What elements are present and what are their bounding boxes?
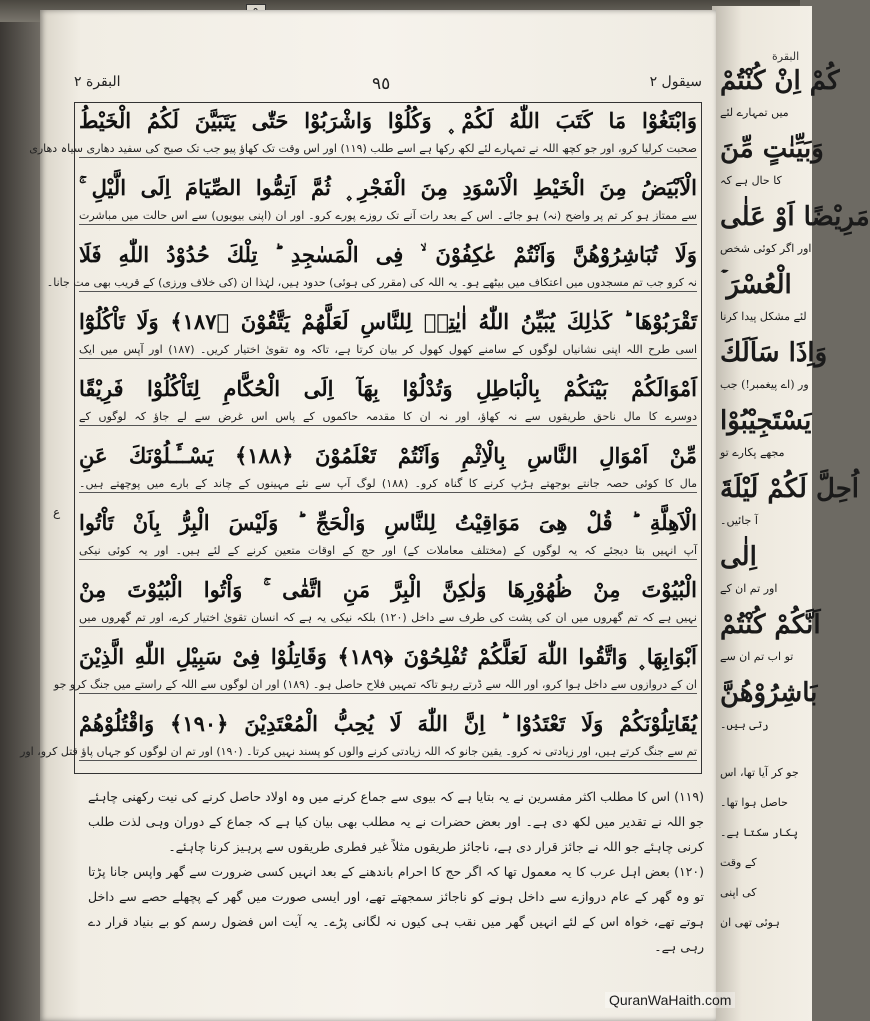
quran-page — [20, 10, 732, 1021]
right-page-arabic-line: الْعُسْرَ ۡ — [720, 270, 792, 300]
right-page-urdu-line: اور اگر کوئی شخص — [720, 242, 812, 255]
right-page-urdu-line: ور (اے پیغمبر!) جب — [720, 378, 809, 391]
verse-translation-line: نہیں ہے کہ تم گھروں میں ان کی پشت کی طرف سے داخل (۱۲۰) بلکہ نیکی یہ ہے کہ انسان تقویٰ اختیار کرے، اور تم گھروں میں — [79, 610, 697, 627]
verse-translation-line: نہ کرو جب تم مسجدوں میں اعتکاف میں بیٹھے ہو۔ یہ اللہ کی (مقرر کی ہوئی) حدود ہیں، لہٰذا ان (کی خلاف ورزی) کے قریب بھی مت جانا۔ — [79, 275, 697, 292]
right-page-urdu-line: تو اب تم ان سے — [720, 650, 794, 663]
right-page-urdu-line: کی اپنی — [720, 886, 757, 899]
verse-arabic-line: اَبْوَابِهَا ۪ وَاتَّقُوا اللّٰهَ لَعَلَّكُمْ تُفْلِحُوْنَ ﴿۱۸۹﴾ وَقَاتِلُوْا فِىْ سَبِيْلِ اللّٰهِ الَّذِيْنَ — [79, 644, 697, 669]
verse-translation-line: دوسرے کا مال ناحق طریقوں سے نہ کھاؤ، اور نہ ان کا مقدمہ حاکموں کے پاس اس غرض سے لے جاؤ کہ لوگوں کے — [79, 409, 697, 426]
right-page-urdu-line: جو کر آیا تھا، اس — [720, 766, 799, 779]
right-neighbour-page — [712, 6, 870, 1021]
ruku-marker: ع — [53, 505, 61, 519]
footnotes — [88, 784, 704, 959]
verse-arabic-line: وَلَا تُبَاشِرُوْهُنَّ وَاَنْتُمْ عٰكِفُوْنَ ۙ فِى الْمَسٰجِدِ ؕ تِلْكَ حُدُوْدُ اللّٰهِ فَلَا — [79, 242, 697, 267]
verse-translation-line: ان کے دروازوں سے داخل ہوا کرو، اور اللہ سے ڈرتے رہو تاکہ تمہیں فلاح حاصل ہو۔ (۱۸۹) اور ان لوگوں سے اللہ کے راستے میں جنگ کرو جو — [79, 677, 697, 694]
page-number: ٩٥ — [372, 74, 391, 94]
right-page-urdu-line: مجھے پکارے تو — [720, 446, 785, 459]
verse-translation-line: مال کا کوئی حصہ جانتے بوجھتے ہڑپ کرنے کا گناہ کرو۔ (۱۸۸) لوگ آپ سے نئے مہینوں کے چاند کے بارے میں پوچھتے ہیں۔ — [79, 476, 697, 493]
verse-arabic-line: الْاَهِلَّةِ ؕ قُلْ هِىَ مَوَاقِيْتُ لِلنَّاسِ وَالْحَجِّ ؕ وَلَيْسَ الْبِرُّ بِاَنْ تَاْتُوا — [79, 510, 697, 535]
verse-translation-line: اسی طرح اللہ اپنی نشانیاں لوگوں کے سامنے کھول کھول کر بیان کرتا ہے، تاکہ وہ تقویٰ اختیار کریں۔ (۱۸۷) اور آپس میں ایک — [79, 342, 697, 359]
verse-arabic-line: الْاَبْيَضُ مِنَ الْخَيْطِ الْاَسْوَدِ مِنَ الْفَجْرِ ۪ ثُمَّ اَتِمُّوا الصِّيَامَ اِلَى الَّيْلِ ۚ — [79, 175, 697, 200]
right-page-urdu-line: پکار سکتا ہے۔ — [720, 826, 798, 839]
verse-arabic-line: وَابْتَغُوْا مَا كَتَبَ اللّٰهُ لَكُمْ ۪ وَكُلُوْا وَاشْرَبُوْا حَتّٰى يَتَبَيَّنَ لَكُمُ الْخَيْطُ — [79, 108, 697, 133]
right-page-arabic-line: اِلٰى — [720, 542, 757, 572]
page-header — [74, 74, 702, 96]
footnote-120: (۱۲۰) بعض اہل عرب کا یہ معمول تھا کہ اگر حج کا احرام باندھنے کے بعد انہیں کسی ضرورت سے گھر واپس جانا پڑتا تو وہ گھر کے عام دروازے سے داخل ہونے کو ناجائز سمجھتے تھے، اور ایسی صورت میں گھر کے پچھلے حصے سے داخل ہوتے تھے، خواہ اس کے لئے انہیں گھر میں نقب ہی کیوں نہ لگانی پڑے۔ یہ آیت اس فضول رسم کو بے بنیاد قرار دے رہی ہے۔ — [88, 864, 704, 954]
right-page-arabic-line: اَنَّكُمْ كُنْتُمْ — [720, 610, 821, 640]
verse-translation-line: آپ انہیں بتا دیجئے کہ یہ لوگوں کے (مختلف معاملات کے) اور حج کے اوقات متعین کرنے کے لئے ہیں۔ اور یہ کوئی نیکی — [79, 543, 697, 560]
footnote-119: (۱۱۹) اس کا مطلب اکثر مفسرین نے یہ بتایا ہے کہ بیوی سے جماع کرنے میں وہ اولاد حاصل کرنے کی نیت رکھنی چاہئے جو اللہ نے تقدیر میں لکھ دی ہے۔ اور بعض حضرات نے یہ مطلب بھی بیان کیا ہے کہ جماع کے دوران وہی لذت طلب کرنی چاہئے جو اللہ نے جائز قرار دی ہے، ناجائز طریقوں مثلاً غیر فطری طریقوں سے پرہیز کرنا چاہئے۔ — [88, 789, 704, 854]
verse-arabic-line: تَقْرَبُوْهَا ؕ كَذٰلِكَ يُبَيِّنُ اللّٰهُ اٰيٰتِهٖ لِلنَّاسِ لَعَلَّهُمْ يَتَّقُوْنَ ﴿۱۸۷﴾ وَلَا تَاْكُلُوْٓا — [79, 309, 697, 334]
right-page-arabic-line: يَسْتَجِيْبُوْا — [720, 406, 812, 436]
verse-arabic-line: مِّنْ اَمْوَالِ النَّاسِ بِالْاِثْمِ وَاَنْتُمْ تَعْلَمُوْنَ ﴿۱۸۸﴾ يَسْــَٔـلُوْنَكَ عَنِ — [79, 443, 698, 468]
right-page-arabic-line: وَاِذَا سَاَلَكَ — [720, 338, 828, 368]
right-page-urdu-line: لئے مشکل پیدا کرنا — [720, 310, 807, 323]
verse-translation-line: تم سے جنگ کرتے ہیں، اور زیادتی نہ کرو۔ یقین جانو کہ اللہ زیادتی کرنے والوں کو پسند نہیں کرتا۔ (۱۹۰) اور تم ان لوگوں کو جہاں پاؤ قتل کرو، اور — [79, 744, 697, 761]
right-page-arabic-line: اُحِلَّ لَكُمْ لَيْلَةَ — [720, 474, 859, 504]
right-page-title: البقرة — [772, 50, 800, 63]
right-page-urdu-line: رتی ہیں۔ — [720, 718, 769, 731]
right-page-arabic-line: بَاشِرُوْهُنَّ — [720, 678, 818, 708]
verse-arabic-line: اَمْوَالَكُمْ بَيْنَكُمْ بِالْبَاطِلِ وَتُدْلُوْا بِهَآ اِلَى الْحُكَّامِ لِتَاْكُلُوْا فَرِيْقًا — [79, 376, 697, 401]
watermark: QuranWaHaith.com — [605, 992, 735, 1008]
verse-arabic-line: الْبُيُوْتَ مِنْ ظُهُوْرِهَا وَلٰكِنَّ الْبِرَّ مَنِ اتَّقٰى ۚ وَاْتُوا الْبُيُوْتَ مِنْ — [79, 577, 697, 602]
right-page-urdu-line: کا حال ہے کہ — [720, 174, 782, 187]
verse-text-box — [20, 102, 702, 774]
surah-name: البقرة ٢ — [74, 74, 121, 90]
para-name: سیقول ٢ — [649, 74, 702, 90]
right-page-arabic-line: مَرِيْضًا اَوْ عَلٰى — [720, 202, 870, 232]
verse-translation-line: سے ممتاز ہو کر تم پر واضح (نہ) ہو جائے۔ اس کے بعد رات آنے تک روزے پورے کرو۔ اور ان (اپنی بیویوں) سے اس حالت میں مباشرت — [79, 208, 697, 225]
right-page-arabic-line: كُمْ اِنْ كُنْتُمْ — [720, 66, 840, 96]
right-page-urdu-line: کے وقت — [720, 856, 757, 869]
right-page-urdu-line: اور تم ان کے — [720, 582, 778, 595]
right-page-urdu-line: آ جائیں۔ — [720, 514, 758, 527]
right-page-urdu-line: ہوئی تھی ان — [720, 916, 780, 929]
verse-translation-line: صحبت کرلیا کرو، اور جو کچھ اللہ نے تمہارے لئے لکھ رکھا ہے اسے طلب (۱۱۹) اور اس وقت تک کھاؤ پیو جب تک صبح کی سفید دھاری سیاہ دھاری — [79, 141, 697, 158]
right-page-urdu-line: میں تمہارے لئے — [720, 106, 789, 119]
footnote-block — [88, 784, 704, 959]
verse-arabic-line: يُقَاتِلُوْنَكُمْ وَلَا تَعْتَدُوْا ؕ اِنَّ اللّٰهَ لَا يُحِبُّ الْمُعْتَدِيْنَ ﴿۱۹۰﴾ وَاقْتُلُوْهُمْ — [79, 711, 697, 736]
right-page-urdu-line: حاصل ہوا تھا۔ — [720, 796, 788, 809]
right-page-arabic-line: وَبَيِّنٰتٍ مِّنَ — [720, 134, 824, 164]
